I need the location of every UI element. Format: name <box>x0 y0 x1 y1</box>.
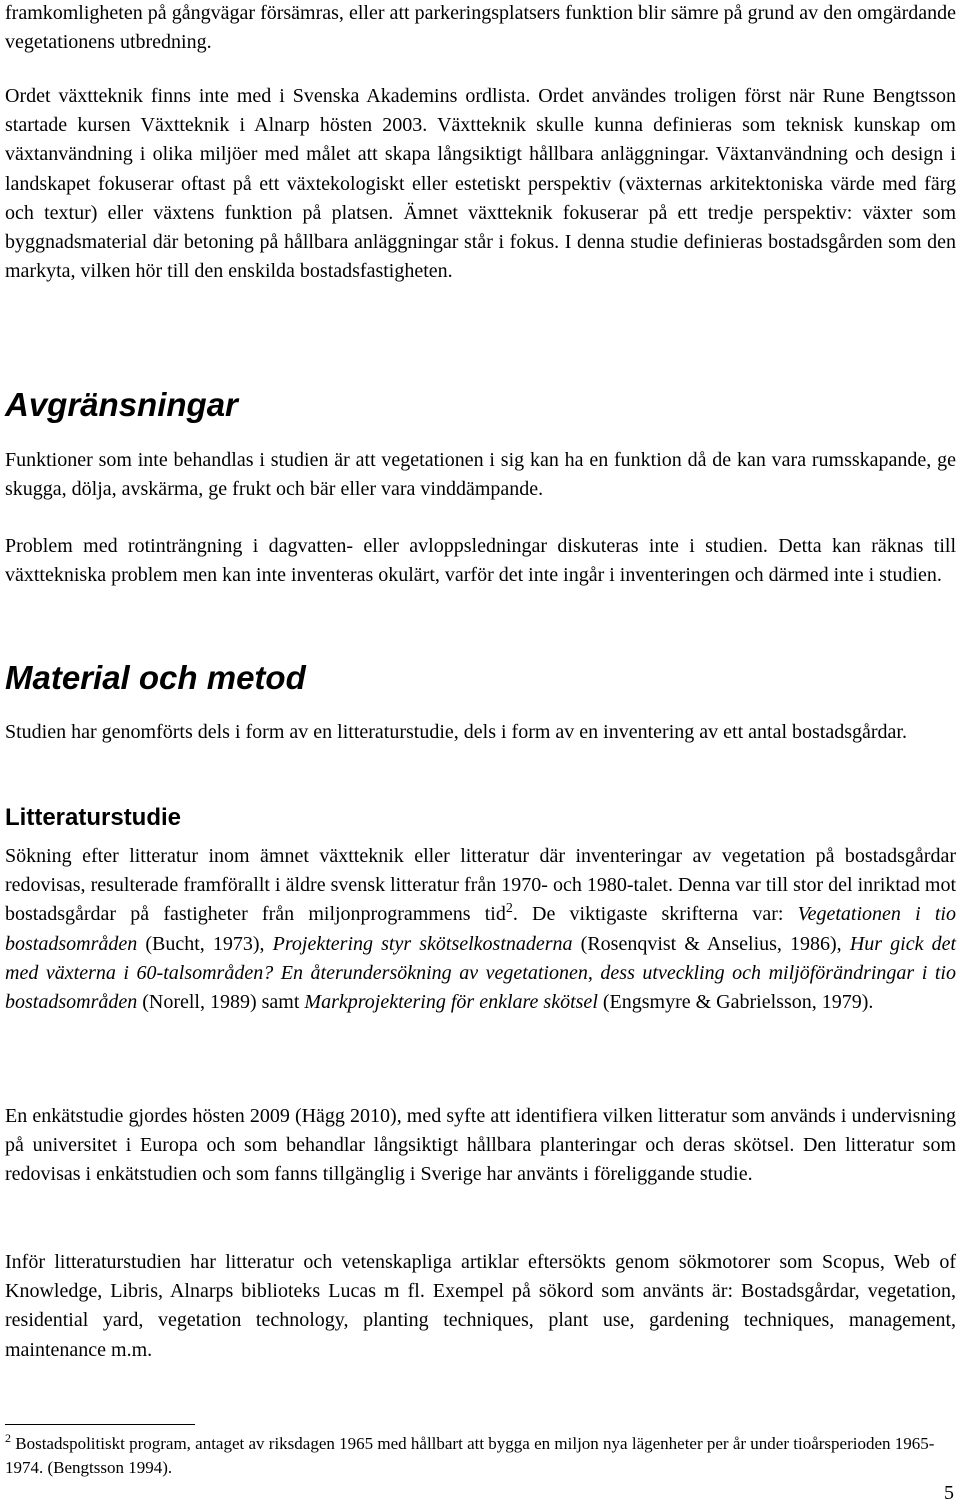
footnote-reference: 2 <box>505 901 513 917</box>
page-number: 5 <box>944 1482 954 1504</box>
litteratur-p1-text-e: (Norell, 1989) samt <box>137 991 305 1014</box>
litteratur-p1-text-a: Sökning efter litteratur inom ämnet växtteknik eller litteratur där inventeringar av vegetation på bostadsgårdar redovisas, resulterade framförallt i äldre svensk litteratur från 1970- och 1980-talet. Denna var till stor del inriktad mot bostadsgårdar på fastigheter från miljonprogrammens tid <box>5 845 956 926</box>
footnote-text: Bostadspolitiskt program, antaget av riksdagen 1965 med hållbart att bygga en miljon nya lägenheter per år under tioårsperioden 1965-1974. (Bengtsson 1994). <box>5 1434 935 1477</box>
litteratur-p1-text-f: (Engsmyre & Gabrielsson, 1979). <box>597 991 874 1014</box>
avgransningar-paragraph-2: Problem med rotinträngning i dagvatten- eller avloppsledningar diskuteras inte i studien. Detta kan räknas till växttekniska problem men kan inte inventeras okulärt, varför det inte ingår i inventeringen och därmed inte i studien. <box>5 535 956 587</box>
litteratur-p1-text-d: (Rosenqvist & Anselius, 1986), <box>572 932 850 955</box>
footnote <box>5 1432 935 1480</box>
material-paragraph-1: Studien har genomförts dels i form av en litteraturstudie, dels i form av en inventering av ett antal bostadsgårdar. <box>5 721 907 743</box>
litteratur-p1-text-b: . De viktigaste skrifterna var: <box>512 903 798 926</box>
litteratur-paragraph-2: En enkätstudie gjordes hösten 2009 (Hägg 2010), med syfte att identifiera vilken litteratur som används i undervisning på universitet i Europa och som behandlar långsiktigt hållbara planteringar och deras skötsel. Den litteratur som redovisas i enkätstudien och som fanns tillgänglig i Sverige har använts i föreliggande studie. <box>5 1105 956 1186</box>
reference-title-4: Markprojektering för enklare skötsel <box>304 991 598 1014</box>
footnote-marker: 2 <box>5 1431 11 1445</box>
intro-paragraph-1: framkomligheten på gångvägar försämras, eller att parkeringsplatsers funktion blir sämre på grund av den omgärdande vegetationens utbredning. <box>5 2 956 54</box>
reference-title-1: Vegetationen i tio bostadsområden <box>5 903 956 955</box>
footnote-separator <box>5 1424 195 1425</box>
subsection-heading-litteraturstudie: Litteraturstudie <box>5 804 182 831</box>
section-heading-material-och-metod: Material och metod <box>5 659 306 696</box>
intro-paragraph-2: Ordet växtteknik finns inte med i Svenska Akademins ordlista. Ordet användes troligen först när Rune Bengtsson startade kursen Växtteknik i Alnarp hösten 2003. Växtteknik skulle kunna definieras som teknisk kunskap om växtanvändning i olika miljöer med målet att skapa långsiktigt hållbara anläggningar. Växtanvändning och design i landskapet fokuserar oftast på ett växtekologiskt eller estetiskt perspektiv (växternas arkitektoniska värde med färg och textur) eller växtens funktion på platsen. Ämnet växtteknik fokuserar på ett tredje perspektiv: växter som byggnadsmaterial där betoning på hållbara anläggningar står i fokus. I denna studie definieras bostadsgården som den markyta, vilken hör till den enskilda bostadsfastigheten. <box>5 85 956 283</box>
litteratur-p1-text-c: (Bucht, 1973), <box>137 932 273 955</box>
reference-title-3: Hur gick det med växterna i 60-talsområden? En återundersökning av vegetationen, dess utveckling och miljöförändringar i tio bostadsområden <box>5 932 957 1014</box>
section-heading-avgransningar: Avgränsningar <box>5 386 238 423</box>
avgransningar-paragraph-1: Funktioner som inte behandlas i studien är att vegetationen i sig kan ha en funktion då de kan vara rumsskapande, ge skugga, dölja, avskärma, ge frukt och bär eller vara vinddämpande. <box>5 449 956 501</box>
litteratur-paragraph-1 <box>5 842 956 1017</box>
litteratur-paragraph-3: Inför litteraturstudien har litteratur och vetenskapliga artiklar eftersökts genom sökmotorer som Scopus, Web of Knowledge, Libris, Alnarps biblioteks Lucas m fl. Exempel på sökord som använts är: Bostadsgårdar, vegetation, residential yard, vegetation technology, planting techniques, plant use, gardening techniques, management, maintenance m.m. <box>5 1251 956 1361</box>
reference-title-2: Projektering styr skötselkostnaderna <box>272 932 573 955</box>
